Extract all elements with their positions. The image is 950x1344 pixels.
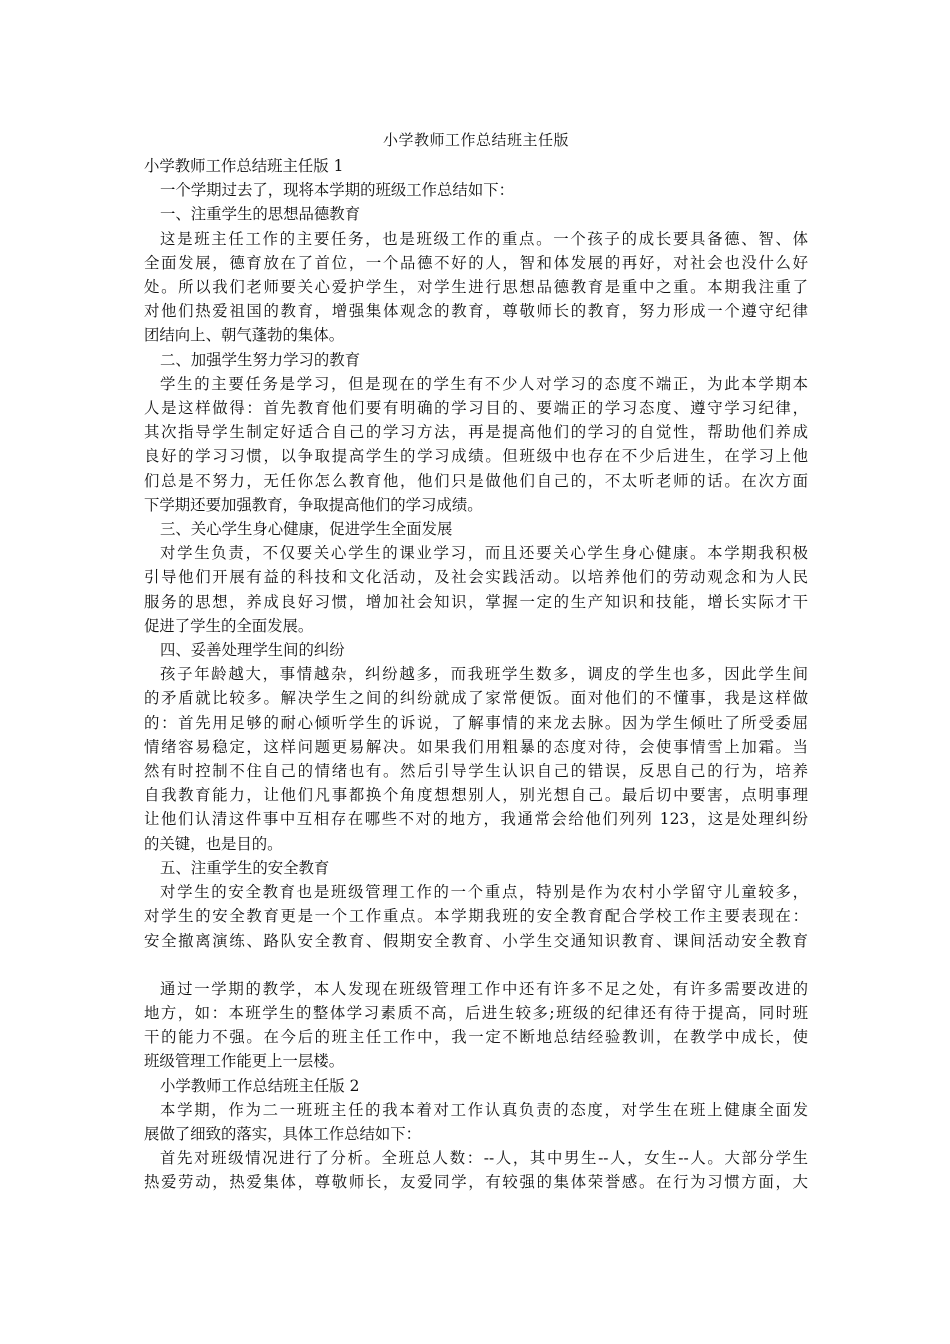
text-line: 对学生负责，不仅要关心学生的课业学习，而且还要关心学生身心健康。本学期我积极 (160, 544, 808, 563)
text-line: 展做了细致的落实，具体工作总结如下： (144, 1124, 422, 1143)
document-body (144, 154, 808, 1195)
text-line: 二、加强学生努力学习的教育 (160, 350, 361, 369)
text-line: 服务的思想，养成良好习惯，增加社会知识，掌握一定的生产知识和技能，增长实际才干 (144, 592, 808, 611)
text-line (144, 953, 808, 977)
text-line: 一个学期过去了，现将本学期的班级工作总结如下： (160, 181, 514, 200)
text-line: 对学生的安全教育也是班级管理工作的一个重点，特别是作为农村小学留守儿童较多， (160, 883, 808, 902)
text-line: 本学期，作为二一班班主任的我本着对工作认真负责的态度，对学生在班上健康全面发 (160, 1100, 808, 1119)
text-line: 五、注重学生的安全教育 (160, 858, 330, 877)
text-line: 的：首先用足够的耐心倾听学生的诉说，了解事情的来龙去脉。因为学生倾吐了所受委屈 (144, 713, 808, 732)
text-line: 对他们热爱祖国的教育，增强集体观念的教育，尊敬师长的教育，努力形成一个遵守纪律 (144, 302, 808, 321)
text-line: 人是这样做得：首先教育他们要有明确的学习目的、要端正的学习态度、遵守学习纪律， (144, 399, 808, 418)
text-line: 班级管理工作能更上一层楼。 (144, 1052, 345, 1071)
text-line: 下学期还要加强教育，争取提高他们的学习成绩。 (144, 495, 483, 514)
text-line: 通过一学期的教学，本人发现在班级管理工作中还有许多不足之处，有许多需要改进的 (160, 979, 808, 998)
text-line: 小学教师工作总结班主任版 1 (144, 157, 344, 175)
text-line: 促进了学生的全面发展。 (144, 616, 314, 635)
text-line: 小学教师工作总结班主任版 2 (160, 1076, 360, 1095)
text-line: 情绪容易稳定，这样问题更易解决。如果我们用粗暴的态度对待，会使事情雪上加霜。当 (144, 737, 808, 756)
text-line: 处。所以我们老师要关心爱护学生，对学生进行思想品德教育是重中之重。本期我注重了 (144, 278, 808, 297)
text-line: 自我教育能力，让他们凡事都换个角度想想别人，别光想自己。最后切中要害，点明事理 (144, 786, 808, 805)
text-line: 热爱劳动，热爱集体，尊敬师长，友爱同学，有较强的集体荣誉感。在行为习惯方面，大 (144, 1173, 808, 1192)
text-line: 地方，如：本班学生的整体学习素质不高，后进生较多;班级的纪律还有待于提高，同时班 (144, 1003, 808, 1022)
text-line: 让他们认清这件事中互相存在哪些不对的地方，我通常会给他们列列 123，这是处理纠纷 (144, 810, 808, 829)
text-line: 团结向上、朝气蓬勃的集体。 (144, 326, 345, 345)
text-line: 们总是不努力，无任你怎么教育他，他们只是做他们自己的，不太听老师的话。在次方面 (144, 471, 808, 490)
document-title: 小学教师工作总结班主任版 (382, 131, 569, 149)
text-line: 一、注重学生的思想品德教育 (160, 205, 361, 224)
document-page (144, 128, 808, 1195)
text-line: 四、妥善处理学生间的纠纷 (160, 641, 345, 660)
text-line: 三、关心学生身心健康，促进学生全面发展 (160, 520, 453, 539)
text-line: 全面发展，德育放在了首位，一个品德不好的人，智和体发展的再好，对社会也没什么好 (144, 253, 808, 272)
text-line: 良好的学习习惯，以争取提高学生的学习成绩。但班级中也存在不少后进生，在学习上他 (144, 447, 808, 466)
text-line: 然有时控制不住自己的情绪也有。然后引导学生认识自己的错误，反思自己的行为，培养 (144, 762, 808, 781)
text-line: 干的能力不强。在今后的班主任工作中，我一定不断地总结经验教训，在教学中成长，使 (144, 1028, 808, 1047)
text-line: 首先对班级情况进行了分析。全班总人数：--人，其中男生--人，女生--人。大部分学生 (160, 1149, 808, 1168)
text-line: 引导他们开展有益的科技和文化活动，及社会实践活动。以培养他们的劳动观念和为人民 (144, 568, 808, 587)
text-line: 其次指导学生制定好适合自己的学习方法，再是提高他们的学习的自觉性，帮助他们养成 (144, 423, 808, 442)
text-line: 这是班主任工作的主要任务，也是班级工作的重点。一个孩子的成长要具备德、智、体 (160, 229, 808, 248)
text-line: 孩子年龄越大，事情越杂，纠纷越多，而我班学生数多，调皮的学生也多，因此学生间 (160, 665, 808, 684)
text-line: 对学生的安全教育更是一个工作重点。本学期我班的安全教育配合学校工作主要表现在： (144, 907, 808, 926)
text-line: 学生的主要任务是学习，但是现在的学生有不少人对学习的态度不端正，为此本学期本 (160, 374, 808, 393)
text-line: 的矛盾就比较多。解决学生之间的纠纷就成了家常便饭。面对他们的不懂事，我是这样做 (144, 689, 808, 708)
text-line: 安全撤离演练、路队安全教育、假期安全教育、小学生交通知识教育、课间活动安全教育 (144, 931, 808, 950)
text-line: 的关键，也是目的。 (144, 834, 283, 853)
